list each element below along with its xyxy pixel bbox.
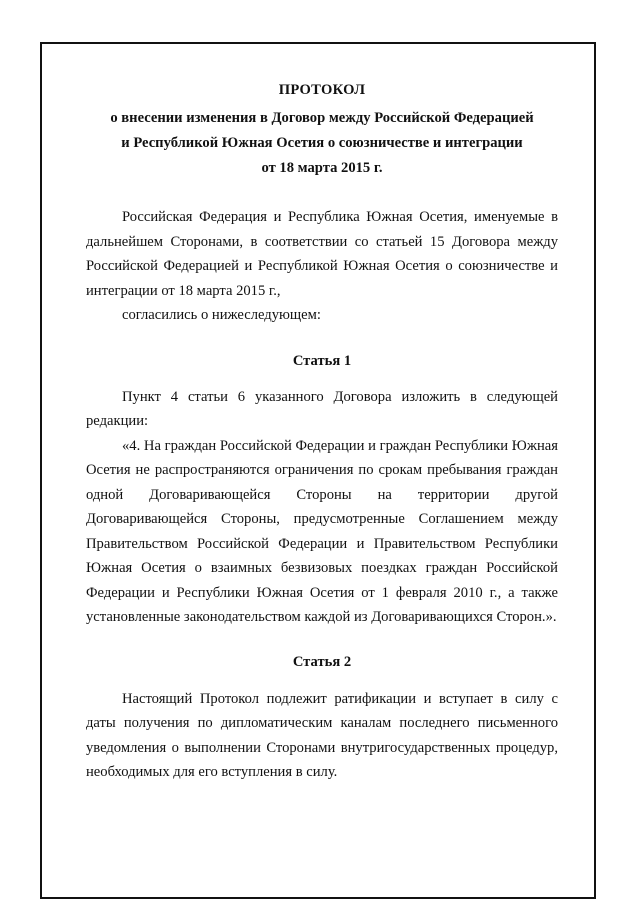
document-subtitle-line3: от 18 марта 2015 г. [261,160,383,176]
document-title: ПРОТОКОЛ [278,82,366,98]
document-title-block [86,78,558,181]
preamble-paragraph: Российская Федерация и Республика Южная Осетия, именуемые в дальнейшем Сторонами, в соответствии со статьей 15 Договора между Российской Федерацией и Республикой Южная Осетия о союзничестве и интеграции от 18 марта 2015 г., [86,209,558,299]
document-body [86,78,558,785]
article-2-paragraph-1: Настоящий Протокол подлежит ратификации и вступает в силу с даты получения по дипломатическим каналам последнего письменного уведомления о выполнении Сторонами внутригосударственных процедур, необходимых для его вступления в силу. [86,690,558,780]
article-1-paragraph-2: «4. На граждан Российской Федерации и граждан Республики Южная Осетия не распространяются ограничения по срокам пребывания граждан одной Договаривающейся Стороны на территории другой Договаривающейся Стороны, предусмотренные Соглашением между Правительством Российской Федерации и Правительством Республики Южная Осетия о взаимных безвизовых поездках граждан Российской Федерации и Республики Южная Осетия от 1 февраля 2010 г., а также установленные законодательством каждой из Договаривающихся Сторон.». [86,437,558,625]
article-2-heading: Статья 2 [292,653,352,670]
document-subtitle-line2: и Республикой Южная Осетия о союзничестве и интеграции [121,135,523,151]
article-1-heading: Статья 1 [292,352,352,369]
agreed-paragraph: согласились о нижеследующем: [122,307,321,323]
document-subtitle-line1: о внесении изменения в Договор между Российской Федерацией [110,110,534,126]
article-1-paragraph-1: Пункт 4 статьи 6 указанного Договора изложить в следующей редакции: [86,388,558,429]
